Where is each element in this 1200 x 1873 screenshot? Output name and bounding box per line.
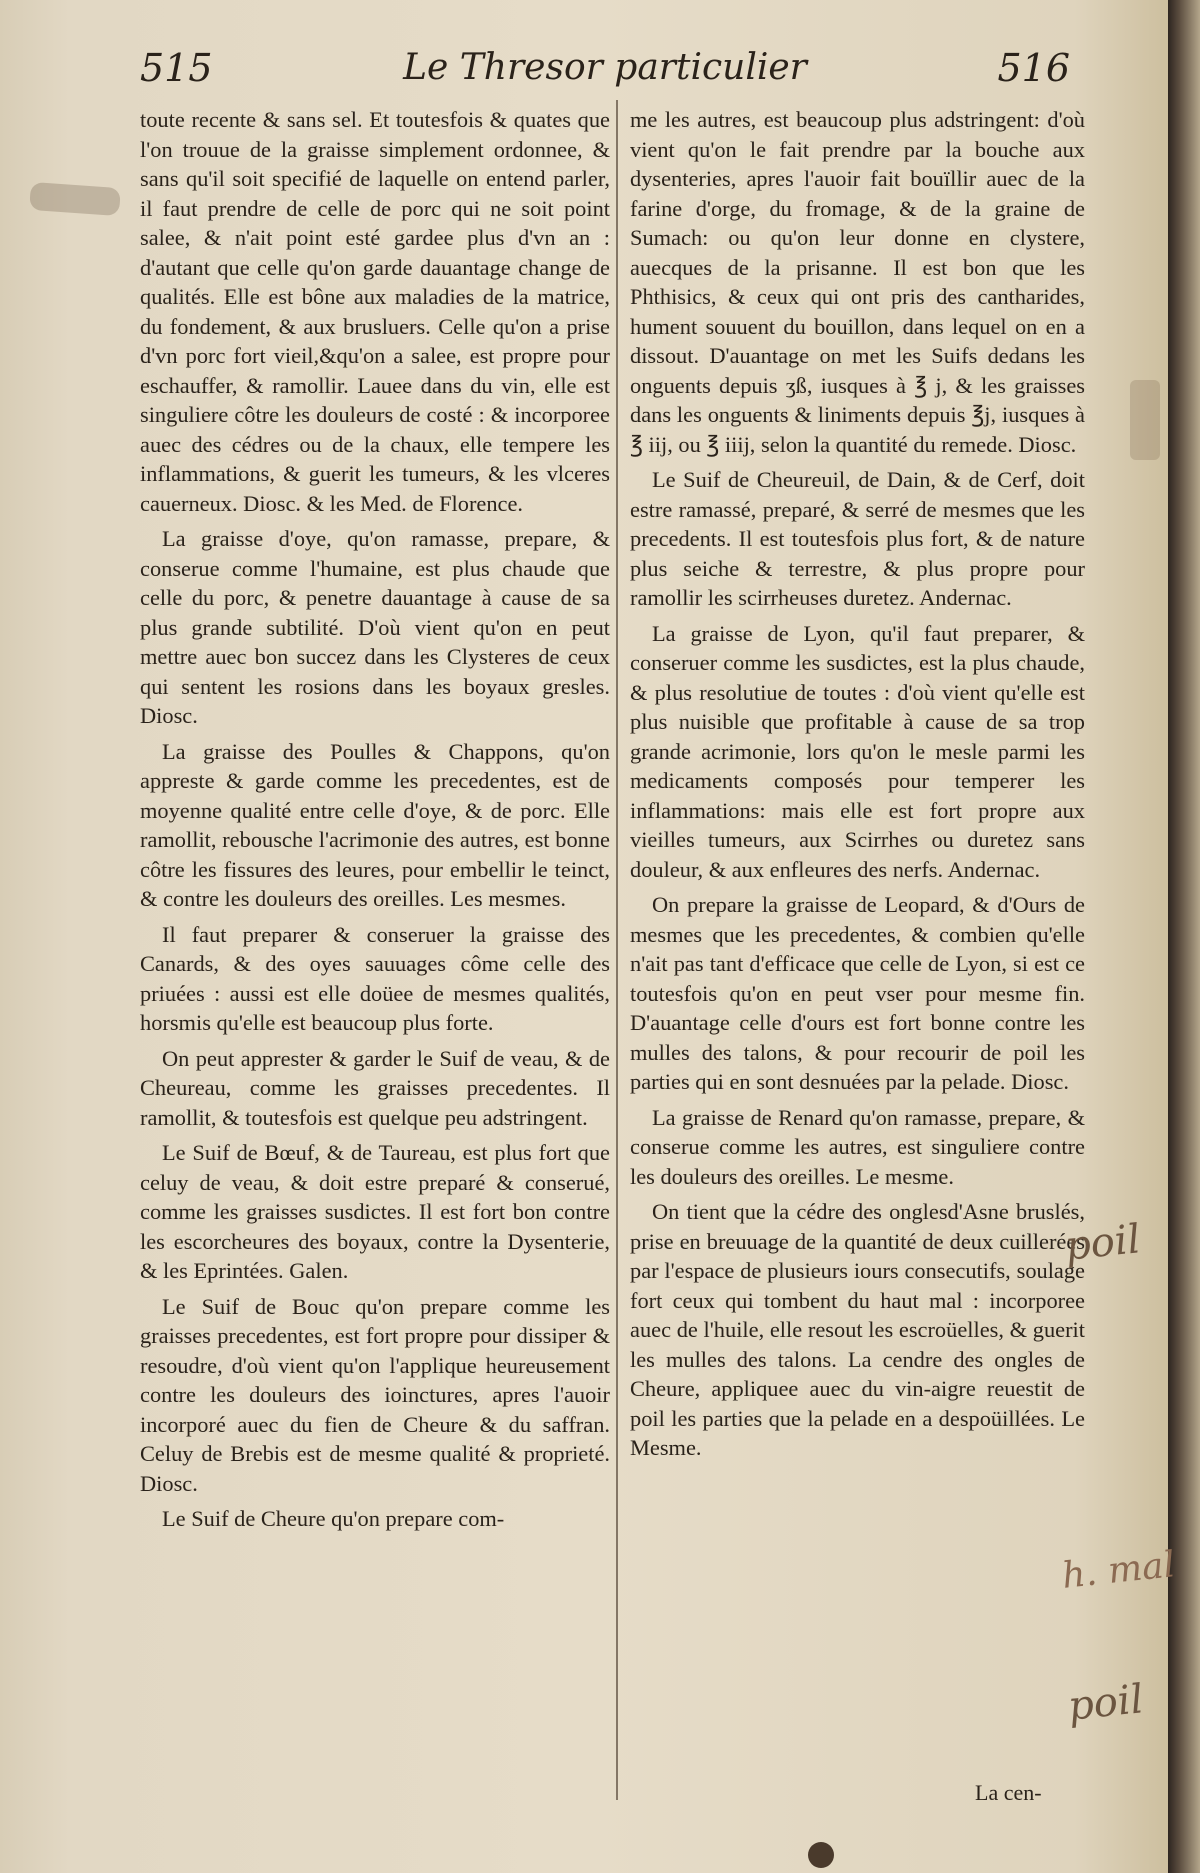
page-number-left: 515 bbox=[140, 46, 213, 90]
running-title: Le Thresor particulier bbox=[403, 47, 807, 88]
binding-hole bbox=[808, 1842, 834, 1868]
paragraph: me les autres, est beaucoup plus adstringent: d'où vient qu'on le fait prendre par la bouche aux dysenteries, apres l'auoir fait bouïllir auec de la farine d'orge, du fromage, & de la graine de Sumach: ou qu'on leur donne en clystere, auecques de la prisanne. Il est bon que les Phthisics, & ceux qui ont pris des cantharides, hument souuent du bouillon, dans lequel on en a dissout. D'auantage on met les Suifs dedans les onguents depuis ʒß, iusques à ℥ j, & les graisses dans les onguents & liniments depuis ℥j, iusques à ℥ iij, ou ℥ iiij, selon la quantité du remede. Diosc. bbox=[630, 107, 1085, 457]
paragraph: toute recente & sans sel. Et toutesfois & quates que l'on trouue de la graisse simplement ordonnee, & sans qu'il soit specifié de laquelle on entend parler, il faut prendre de celle de porc qui ne soit point salee, & n'ait point esté gardee plus d'vn an : d'autant que celle qu'on garde dauantage change de qualités. Elle est bône aux maladies de la matrice, du fondement, & aux brusluers. Celle qu'on a prise d'vn porc fort vieil,&qu'on a salee, est propre pour eschauffer, & ramollir. Lauee dans du vin, elle est singuliere côtre les douleurs de costé : & incorporee auec des cédres ou de la chaux, elle tempere les inflammations, & guerit les tumeurs, & les vlceres cauerneux. Diosc. & les Med. de Florence. bbox=[140, 107, 610, 516]
page-header bbox=[140, 40, 1070, 100]
right-column bbox=[630, 105, 1085, 1469]
paragraph: On prepare la graisse de Leopard, & d'Ours de mesmes que les precedentes, & combien qu'elle n'ait pas tant d'efficace que celle de Lyon, si est ce toutesfois qu'on en peut vser pour mesme fin. D'auantage celle d'ours est fort bonne contre les mulles des talons, & pour recourir de poil les parties qui en sont desnuées par la pelade. Diosc. bbox=[630, 892, 1085, 1094]
handwritten-margin-note: poil bbox=[1065, 1676, 1146, 1730]
paragraph: La graisse des Poulles & Chappons, qu'on appreste & garde comme les precedentes, est de moyenne qualité entre celle d'oye, & de porc. Elle ramollit, rebousche l'acrimonie des autres, est bonne côtre les fissures des leures, pour embellir le teinct, & contre les douleurs des oreilles. Les mesmes. bbox=[140, 738, 610, 911]
paragraph: Le Suif de Cheure qu'on prepare com- bbox=[162, 1506, 505, 1531]
handwritten-margin-note: poil bbox=[1062, 1216, 1143, 1270]
paragraph: La graisse de Lyon, qu'il faut preparer, & conseruer comme les susdictes, est la plus chaude, & plus resolutiue de toutes : d'où vient qu'elle est plus nuisible que profitable à cause de sa trop grande acrimonie, lors qu'on le mesle parmi les medicaments composés pour temperer les inflammations: mais elle est fort propre aux vieilles tumeurs, aux Scirrhes ou duretez sans douleur, & aux enfleures des nerfs. Andernac. bbox=[630, 620, 1085, 882]
paragraph: Le Suif de Bouc qu'on prepare comme les graisses precedentes, est fort propre pour dissiper & resoudre, d'où vient qu'on l'applique heureusement contre les douleurs des ioinctures, apres l'auoir incorporé auec du fien de Cheure & du saffran. Celuy de Brebis est de mesme qualité & proprieté. Diosc. bbox=[140, 1293, 610, 1496]
column-rule bbox=[616, 100, 618, 1800]
paragraph: On peut apprester & garder le Suif de veau, & de Cheureau, comme les graisses precedentes. Il ramollit, & toutesfois est quelque peu adstringent. bbox=[140, 1045, 610, 1130]
book-gutter bbox=[1168, 0, 1200, 1873]
margin-stain bbox=[1130, 380, 1160, 460]
handwritten-margin-note: h. mal bbox=[1060, 1544, 1178, 1597]
paragraph: Le Suif de Cheureuil, de Dain, & de Cerf, doit estre ramassé, preparé, & serré de mesmes que les precedents. Il est toutesfois plus fort, & de nature plus seiche & terrestre, & plus propre pour ramollir les scirrheuses duretez. Andernac. bbox=[630, 467, 1085, 610]
paragraph: Il faut preparer & conseruer la graisse des Canards, & des oyes sauuages côme celle des priuées : aussi est elle doüee de mesmes qualités, horsmis qu'elle est beaucoup plus forte. bbox=[140, 921, 610, 1035]
paragraph: La graisse d'oye, qu'on ramasse, prepare, & conserue comme l'humaine, est plus chaude que celle du porc, & penetre dauantage à cause de sa plus grande subtilité. D'où vient qu'on en peut mettre auec bon succez dans les Clysteres de ceux qui sentent les rosions dans les boyaux gresles. Diosc. bbox=[140, 526, 610, 728]
paragraph: On tient que la cédre des onglesd'Asne bruslés, prise en breuuage de la quantité de deux cuillerées par l'espace de plusieurs iours consecutifs, soulage fort ceux qui tombent du haut mal : incorporee auec de l'huile, elle resout les escroüelles, & guerit les mulles des talons. La cendre des ongles de Cheure, appliquee auec du vin-aigre reuestit de poil les parties que la pelade en a despoüillées. Le Mesme. bbox=[630, 1199, 1085, 1460]
left-column bbox=[140, 105, 610, 1540]
paragraph: Le Suif de Bœuf, & de Taureau, est plus fort que celuy de veau, & doit estre preparé & conserué, comme les graisses susdictes. Il est fort bon contre les escorcheures des boyaux, contre la Dysenterie, & les Eprintées. Galen. bbox=[140, 1140, 610, 1283]
catchword: La cen- bbox=[975, 1780, 1042, 1805]
page-number-right: 516 bbox=[997, 46, 1070, 90]
paragraph: La graisse de Renard qu'on ramasse, prepare, & conserue comme les autres, est singuliere contre les douleurs des oreilles. Le mesme. bbox=[630, 1104, 1085, 1189]
